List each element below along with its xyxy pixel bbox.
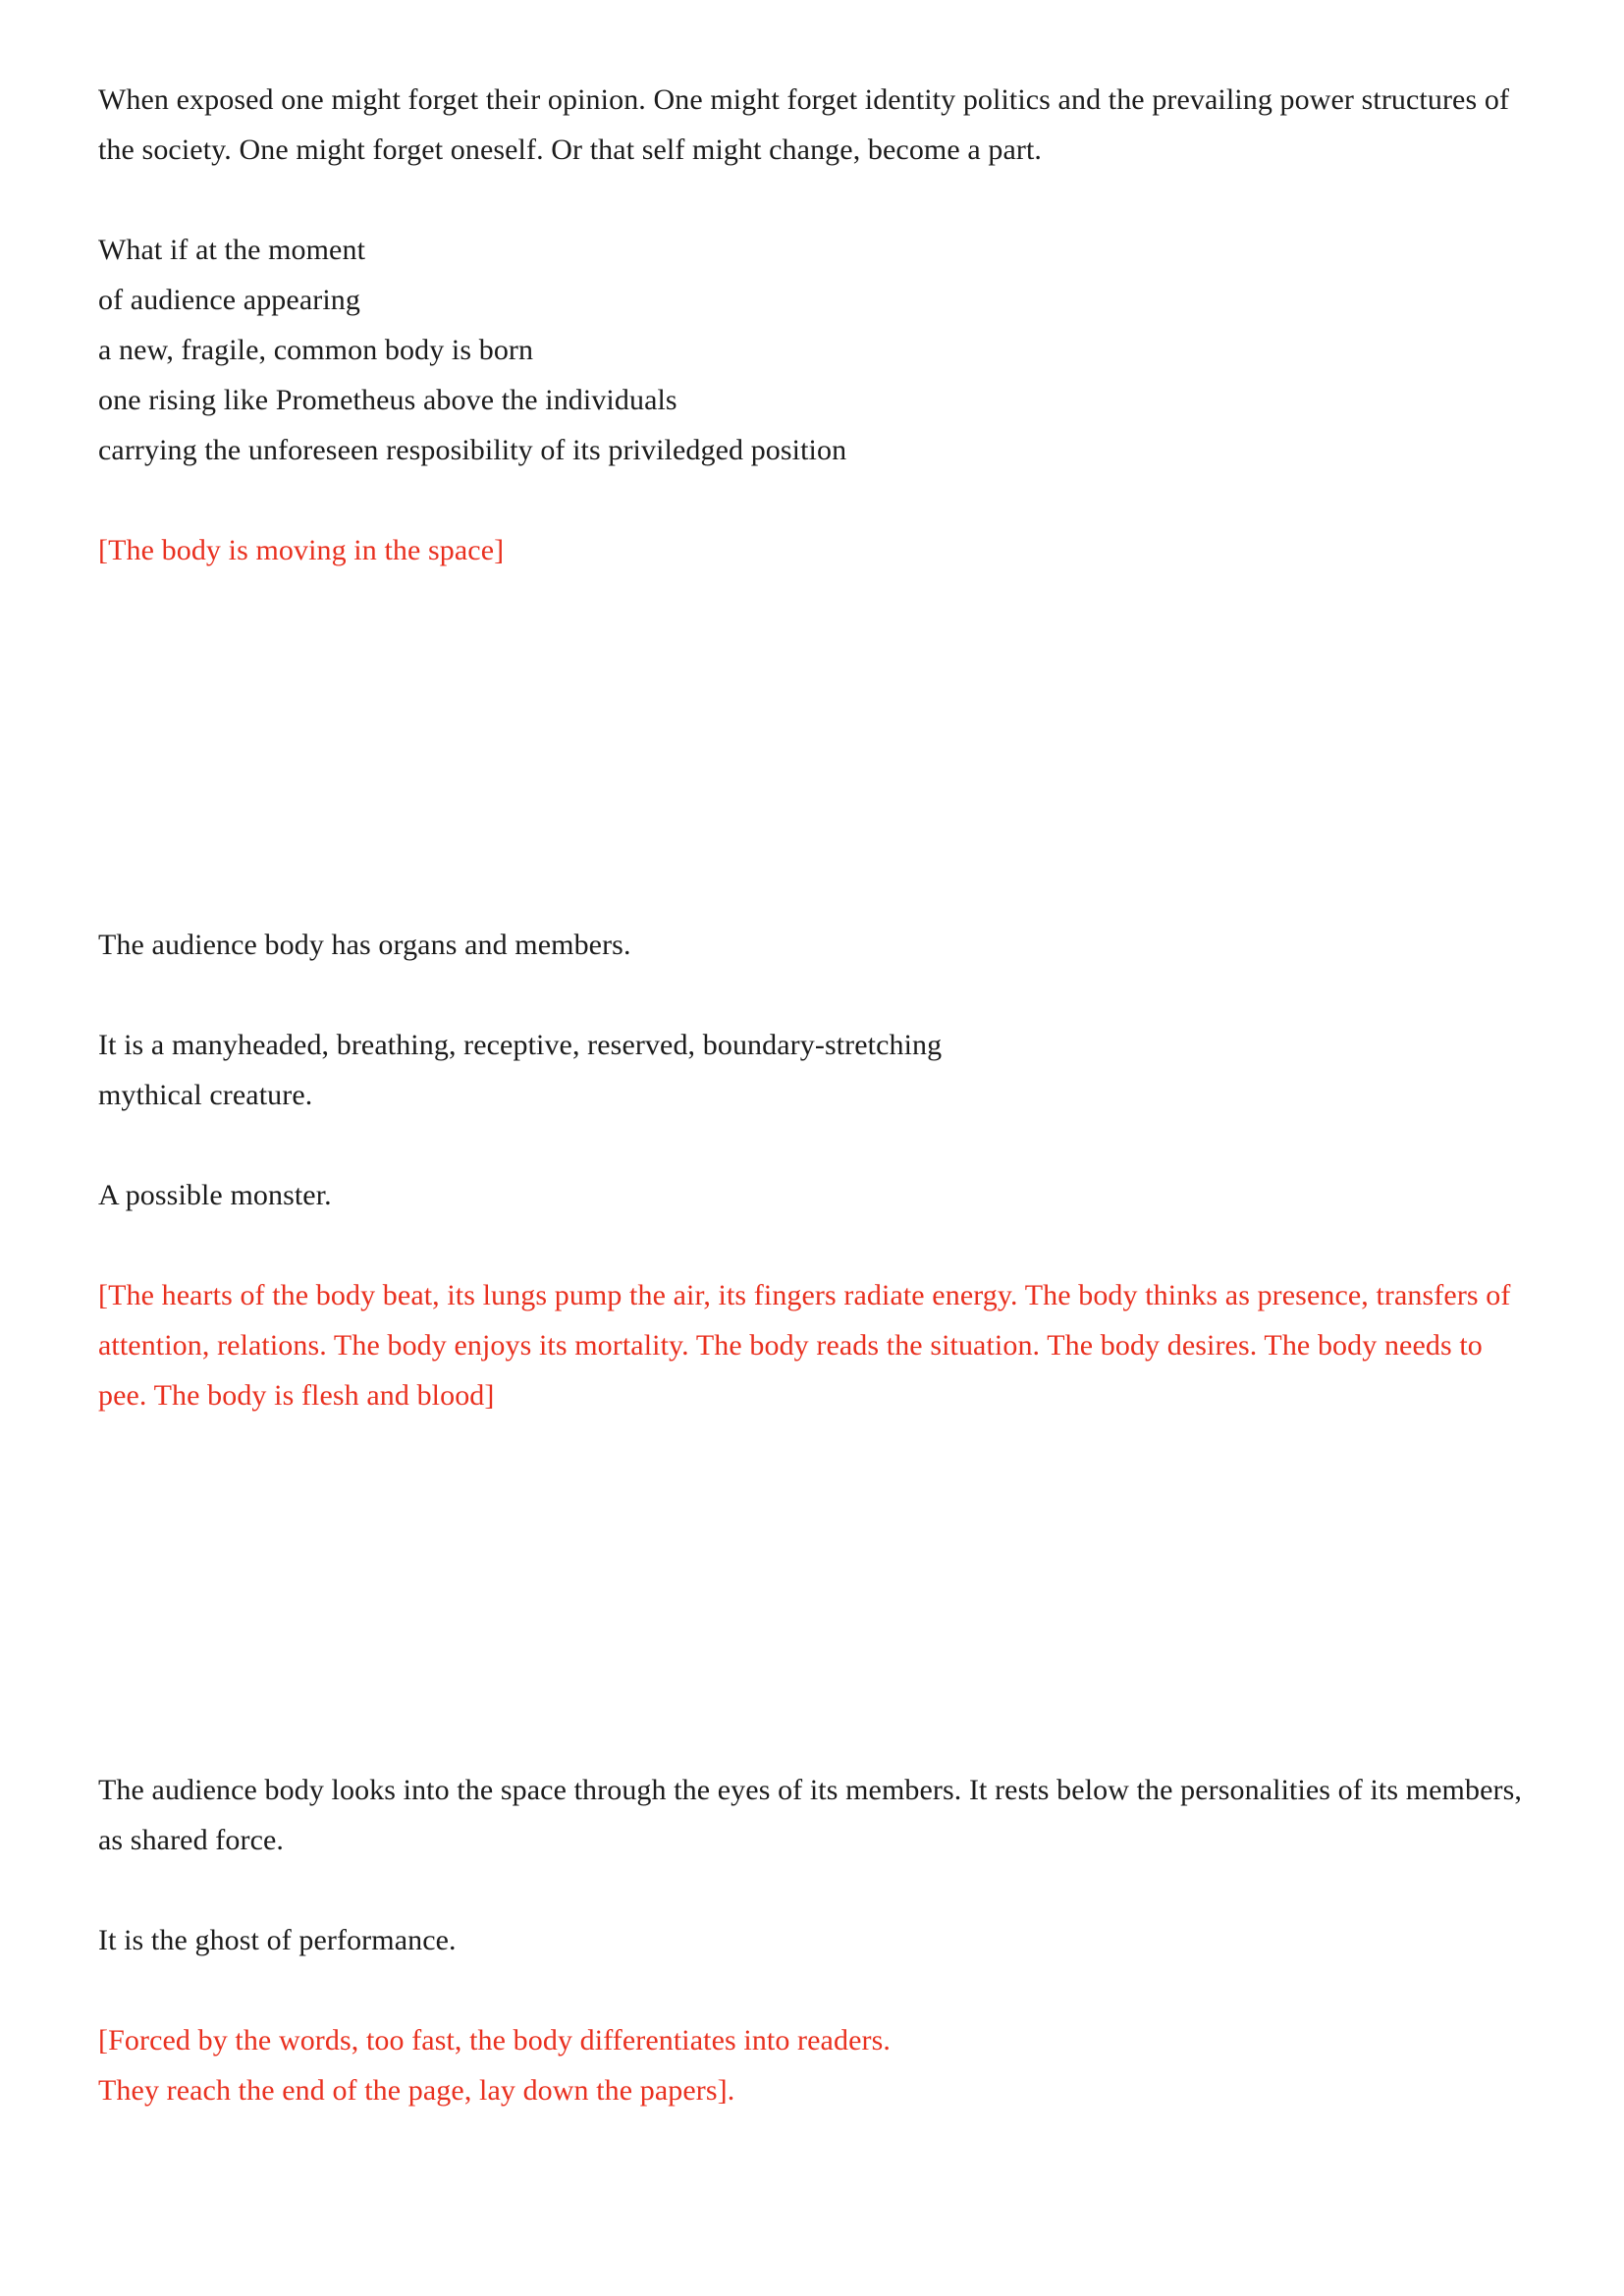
paragraph-ghost-of-performance: It is the ghost of performance. [98, 1924, 457, 1956]
stanza-what-if [98, 225, 1536, 475]
vertical-gap [98, 1470, 1536, 1765]
stanza-line: a new, fragile, common body is born [98, 334, 534, 366]
stanza-line: They reach the end of the page, lay down the papers]. [98, 2074, 735, 2107]
stanza-line: carrying the unforeseen resposibility of its priviledged position [98, 434, 847, 466]
stage-direction-hearts-beat: [The hearts of the body beat, its lungs pump the air, its fingers radiate energy. The body thinks as presence, transfers of attention, relations. The body enjoys its mortality. The body reads the situation. The body desires. The body needs to pee. The body is flesh and blood] [98, 1279, 1511, 1412]
vertical-gap [98, 625, 1536, 920]
paragraph-eyes-of-members: The audience body looks into the space through the eyes of its members. It rests below the personalities of its members, as shared force. [98, 1774, 1522, 1856]
stanza-line: mythical creature. [98, 1079, 313, 1111]
paragraph-when-exposed: When exposed one might forget their opinion. One might forget identity politics and the prevailing power structures of the society. One might forget oneself. Or that self might change, become a part. [98, 83, 1510, 166]
paragraph-organs-members: The audience body has organs and members. [98, 929, 631, 961]
paragraph-possible-monster: A possible monster. [98, 1179, 332, 1211]
stanza-line: one rising like Prometheus above the individuals [98, 384, 677, 416]
stanza-line: [Forced by the words, too fast, the body differentiates into readers. [98, 2024, 891, 2056]
stage-direction-body-moving: [The body is moving in the space] [98, 534, 505, 566]
stanza-line: What if at the moment [98, 234, 366, 266]
stanza-line: It is a manyheaded, breathing, receptive, reserved, boundary-stretching [98, 1029, 943, 1061]
stanza-line: of audience appearing [98, 284, 360, 316]
stage-direction-readers [98, 2015, 1536, 2115]
stanza-manyheaded [98, 1020, 1536, 1120]
